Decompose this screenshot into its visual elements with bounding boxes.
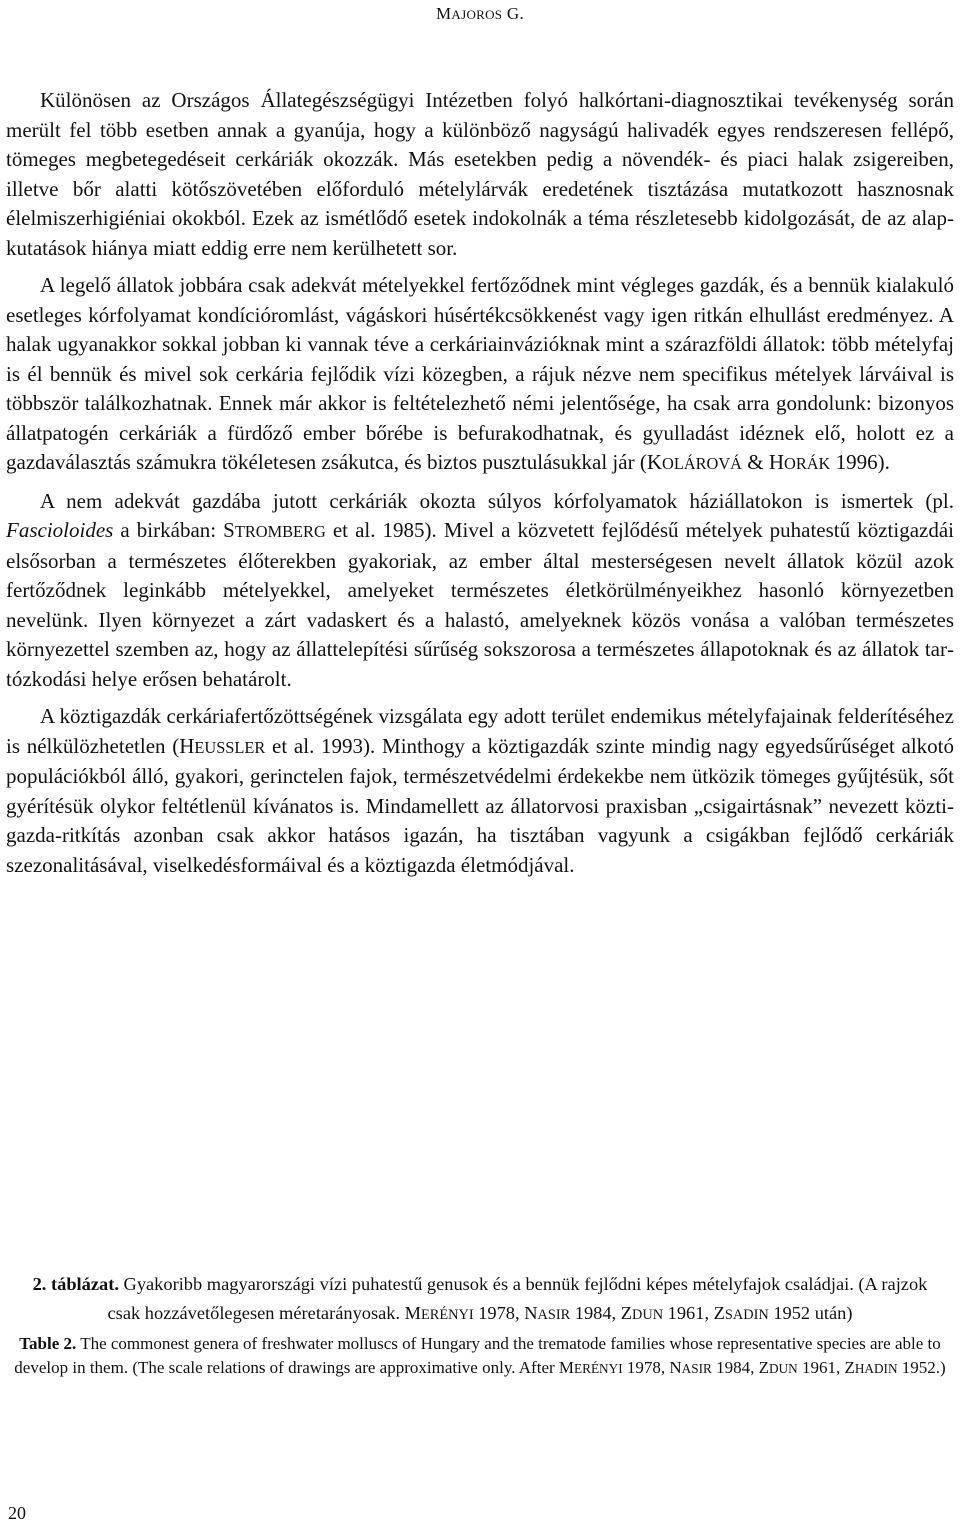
caption-en-text: 1984, Z (711, 1358, 769, 1377)
caption-ref-smallcaps: ERÉNYI (574, 1361, 623, 1376)
caption-ref-smallcaps: ASIR (537, 1307, 571, 1323)
caption-hu-text: Gyakoribb magyarországi vízi puhatestű genusok és a bennük fejlődni képes mételyfajok családjai. (A rajzok csak hozzávetőlegesen méretarányosak. M (107, 1274, 928, 1323)
paragraph-4 (6, 702, 954, 880)
caption-en-text: 1978, N (622, 1358, 682, 1377)
caption-ref-smallcaps: ERÉNYI (421, 1307, 474, 1323)
citation-author-initial: H (768, 450, 784, 474)
caption-english (14, 1332, 946, 1381)
caption-en-label: Table 2. (19, 1334, 77, 1353)
paragraph-1: Különösen az Országos Állategészségügyi Intézetben folyó halkórtani-diagnosztikai tevékenység során merült fel több esetben annak a gyanúja, hogy a különböző nagyságú halivadék egyes rendszeresen fellépő, tömeges megbetegedéseit cerkáriák okozzák. Más esetekben pedig a növendék- és piaci halak zsigereiben, illetve bőr alatti kötőszövetében előforduló mételylárvák eredetének tisztázása mutatkozott hasznosnak élelmiszerhigiéniai okokból. Ezek az ismétlődő esetek indokolnák a téma részletesebb kidolgozását, de az alapkutatások hiánya miatt eddig erre nem kerülhetett sor. (6, 88, 954, 260)
paragraph-2-text: A legelő állatok jobbára csak adekvát mételyekkel fertőződnek mint végleges gazdák, és a bennük kialakuló esetleges kórfolyamat kondícióromlást, vágáskori húsértékcsökkenést vagy igen ritkán elhullást eredményez. A halak ugyanakkor sokkal jobban ki vannak téve a cerkáriainvázióknak mint a szárazföldi állatok: több mételyfaj is él bennük és mivel sok cerkária fejlődik vízi közegben, a rájuk nézve nem specifikus mételyek lárváival is többször találkozhatnak. Ennek már akkor is feltételezhető némi jelentősége, ha csak arra gondolunk: bizonyos állatpatogén cerkáriák a fürdőző ember bőrébe is befurakodhatnak, és gyulladást idéznek elő, holott ez a gazdaválasztás számukra tökéletesen zsákutca, és biztos pusztulásukkal jár ( (6, 273, 954, 474)
caption-hu-label: 2. táblázat. (32, 1274, 119, 1294)
caption-ref-smallcaps: HADIN (854, 1361, 898, 1376)
caption-ref-smallcaps: SADIN (724, 1307, 769, 1323)
author-given-initial: G. (506, 4, 525, 23)
running-head (0, 4, 960, 24)
paragraph-3 (6, 487, 954, 695)
citation-author-smallcaps: OLÁROVÁ (662, 454, 742, 473)
citation-author-smallcaps: EUSSLER (194, 737, 266, 757)
author-surname-smallcaps: AJOROS (451, 7, 503, 22)
body-text (6, 86, 954, 888)
paragraph-4-text: A köztigazdák cerkáriafertőzöttségének vizsgálata egy adott terület endemikus mételyfajainak felderítéséhez is nélkülözhetetlen (H (6, 704, 954, 758)
page-number: 20 (8, 1503, 26, 1523)
caption-ref-smallcaps: DUN (768, 1361, 798, 1376)
caption-ref-smallcaps: DUN (631, 1307, 664, 1323)
paragraph-3-mid: a birkában: S (113, 518, 235, 542)
citation-author-initial: K (646, 450, 662, 474)
caption-hu-text: 1952 után) (768, 1303, 853, 1323)
paragraph-4-end: et al. 1993). Minthogy a köztigazdák szinte mindig nagy egyedsűrűséget alkotó populációkból álló, gyakori, gerinctelen fajok, természetvédelmi érdekekbe nem ütközik tömeges gyűjtésük, sőt gyérítésük olykor feltétlenül kívánatos is. Mindamellett az állatorvosi praxisban „csigairtásnak” nevezett köztigazda-ritkítás azonban csak akkor hatásos igazán, ha tisztában vagyunk a csigákban fejlődő cerkáriák szezonalitásával, viselkedésformáival és a köztigazda életmódjával. (6, 733, 954, 877)
caption-hu-text: 1961, Z (663, 1303, 725, 1323)
paragraph-2-end: 1996). (830, 450, 890, 474)
caption-en-text: 1952.) (897, 1358, 946, 1377)
author-initial-letter: M (435, 4, 452, 23)
paragraph-3-end: et al. 1985). Mivel a közvetett fejlődésű mételyek puhatestű köztigazdái elsősorban a természetes élőterekben gyakoriak, az ember által mesterségesen nevelt állatok közül azok fertőződnek leginkább mételyekkel, amelyeket természetes életkörülményeikhez hasonló környezetben nevelünk. Ilyen környezet a zárt vadaskert és a halastó, amelyeknek közös vonása a valóban természetes környezettel szemben az, hogy az állattelepítési sűrűség sokszorosa a természetes állapotoknak és az állatok tartózkodási helye erősen behatárolt. (6, 518, 954, 691)
caption-hungarian (14, 1270, 946, 1330)
paragraph-2 (6, 271, 954, 479)
citation-ampersand: & (741, 450, 769, 474)
caption-hu-text: 1978, N (473, 1303, 538, 1323)
caption-en-text: The commonest genera of freshwater molluscs of Hungary and the trematode families whose representative species are able to develop in them. (The scale relations of drawings are approximative only. After M (14, 1334, 941, 1377)
genus-name-italic: Fascioloides (6, 518, 114, 542)
citation-author-smallcaps: TROMBERG (234, 522, 326, 541)
paragraph-3-text: A nem adekvát gazdába jutott cerkáriák okozta súlyos kórfolyamatok háziállatokon is ismertek (pl. (40, 488, 954, 513)
caption-hu-text: 1984, Z (570, 1303, 632, 1323)
citation-author-smallcaps: ORÁK (784, 454, 831, 473)
caption-en-text: 1961, Z (797, 1358, 855, 1377)
table-caption (14, 1270, 946, 1381)
caption-ref-smallcaps: ASIR (681, 1361, 712, 1376)
